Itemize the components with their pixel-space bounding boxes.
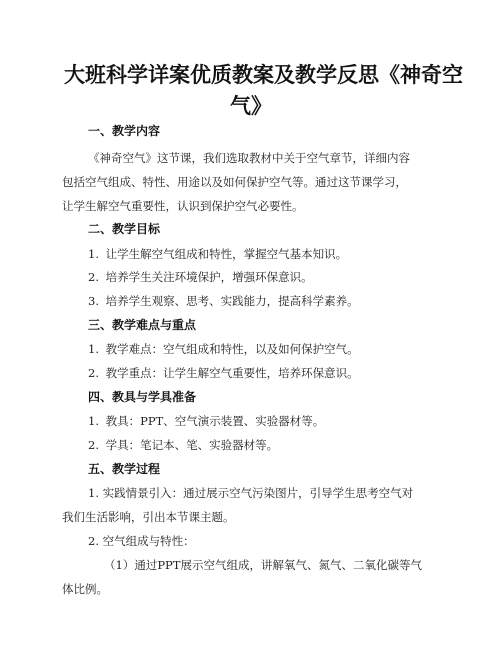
paragraph-line: 2. 空气组成与特性： (88, 534, 195, 548)
list-item (88, 342, 359, 357)
paragraph-line: 包括空气组成、特性、用途以及如何保护空气等。通过这节课学习， (62, 175, 407, 189)
list-item (88, 294, 359, 309)
list-number: 1. (88, 342, 99, 356)
list-text: 让学生解空气组成和特性，掌握空气基本知识。 (105, 247, 348, 261)
list-text: 教具：PPT、空气演示装置、实验器材等。 (105, 414, 325, 428)
section-heading-5: 五、教学过程 (88, 462, 161, 476)
document-title (64, 60, 463, 122)
list-number: 2. (88, 366, 99, 380)
section-heading-2: 二、教学目标 (88, 222, 161, 236)
list-item (88, 414, 324, 429)
list-item (88, 366, 359, 381)
list-text: 教学难点：空气组成和特性，以及如何保护空气。 (105, 342, 359, 356)
list-text: 培养学生关注环境保护，增强环保意识。 (105, 270, 313, 284)
list-item (88, 247, 347, 262)
list-text: 学具：笔记本、笔、实验器材等。 (105, 438, 279, 452)
paragraph-line: （1）通过PPT展示空气组成，讲解氧气、氮气、二氧化碳等气 (104, 558, 422, 572)
title-line-1: 大班科学详案优质教案及教学反思《神奇空 (64, 63, 463, 87)
section-heading-4: 四、教具与学具准备 (88, 390, 197, 404)
list-number: 2. (88, 270, 99, 284)
section-heading-3: 三、教学难点与重点 (88, 318, 197, 332)
list-number: 1. (88, 414, 99, 428)
title-line-2: 气》 (230, 94, 272, 118)
paragraph-line: 《神奇空气》这节课，我们选取教材中关于空气章节，详细内容 (88, 151, 410, 165)
list-number: 2. (88, 438, 99, 452)
list-number: 1. (88, 247, 99, 261)
list-text: 培养学生观察、思考、实践能力，提高科学素养。 (105, 294, 359, 308)
list-text: 教学重点：让学生解空气重要性，培养环保意识。 (105, 366, 359, 380)
paragraph-line: 体比例。 (62, 582, 108, 596)
paragraph-line: 我们生活影响，引出本节课主题。 (62, 510, 235, 524)
paragraph-line: 1. 实践情景引入：通过展示空气污染图片，引导学生思考空气对 (88, 486, 414, 500)
list-number: 3. (88, 294, 99, 308)
section-heading-1: 一、教学内容 (88, 124, 161, 138)
paragraph-line: 让学生解空气重要性，认识到保护空气必要性。 (62, 199, 304, 213)
list-item (88, 270, 313, 285)
list-item (88, 438, 278, 453)
